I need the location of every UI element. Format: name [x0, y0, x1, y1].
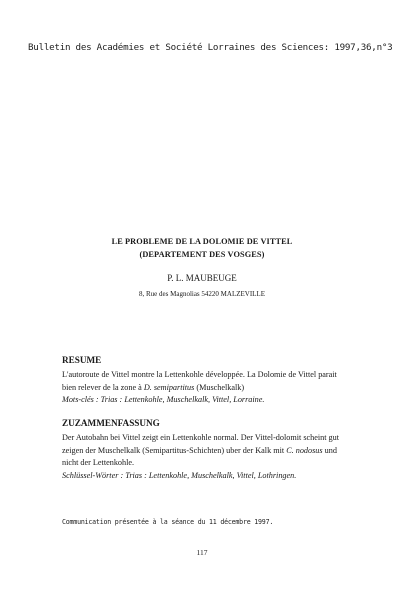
article-title-line-2: (DEPARTEMENT DES VOSGES)	[139, 250, 265, 259]
zusammenfassung-heading: ZUZAMMENFASSUNG	[62, 418, 160, 428]
resume-line-2-end: (Muschelkalk)	[194, 382, 245, 392]
article-title-line-1: LE PROBLEME DE LA DOLOMIE DE VITTEL	[111, 237, 293, 246]
communication-note: Communication présentée à la séance du 11 décembre 1997.	[62, 518, 274, 526]
resume-line-1: L'autoroute de Vittel montre la Lettenkohle développée. La Dolomie de Vittel parait	[62, 370, 337, 379]
resume-keywords	[62, 394, 362, 407]
zusammenfassung-line-1: Der Autobahn bei Vittel zeigt ein Lettenkohle normal. Der Vittel-dolomit scheint gut	[62, 433, 340, 442]
zusammenfassung-line-2	[62, 445, 362, 458]
author-name: P. L. MAUBEUGE	[167, 273, 237, 283]
resume-heading: RESUME	[62, 355, 102, 365]
resume-line-2	[62, 382, 362, 395]
author-address: 8, Rue des Magnolias 54220 MALZEVILLE	[139, 290, 265, 298]
zusammenfassung-line-2-text: zeigen der Muschelkalk (Semipartitus-Schichten) uber der Kalk mit	[62, 445, 287, 455]
resume-keywords-text: Mots-clés : Trias : Lettenkohle, Muschelkalk, Vittel, Lorraine.	[62, 395, 265, 404]
zusammenfassung-taxon: C. nodosus	[286, 445, 323, 455]
zusammenfassung-abstract	[62, 432, 362, 482]
zusammenfassung-keywords-text: Schlüssel-Wörter : Trias : Lettenkohle, Muschelkalk, Vittel, Lothringen.	[62, 470, 297, 480]
page-number: 117	[196, 548, 208, 557]
resume-taxon: D. semipartitus	[143, 382, 195, 392]
zusammenfassung-line-3: nicht der Lettenkohle.	[62, 458, 135, 467]
resume-line-2-text: bien relever de la zone à	[62, 382, 144, 392]
journal-header: Bulletin des Académies et Société Lorraines des Sciences: 1997,36,n°3	[28, 42, 393, 53]
zusammenfassung-keywords	[62, 470, 362, 483]
resume-abstract	[62, 369, 362, 407]
zusammenfassung-line-2-end: und	[322, 445, 337, 455]
